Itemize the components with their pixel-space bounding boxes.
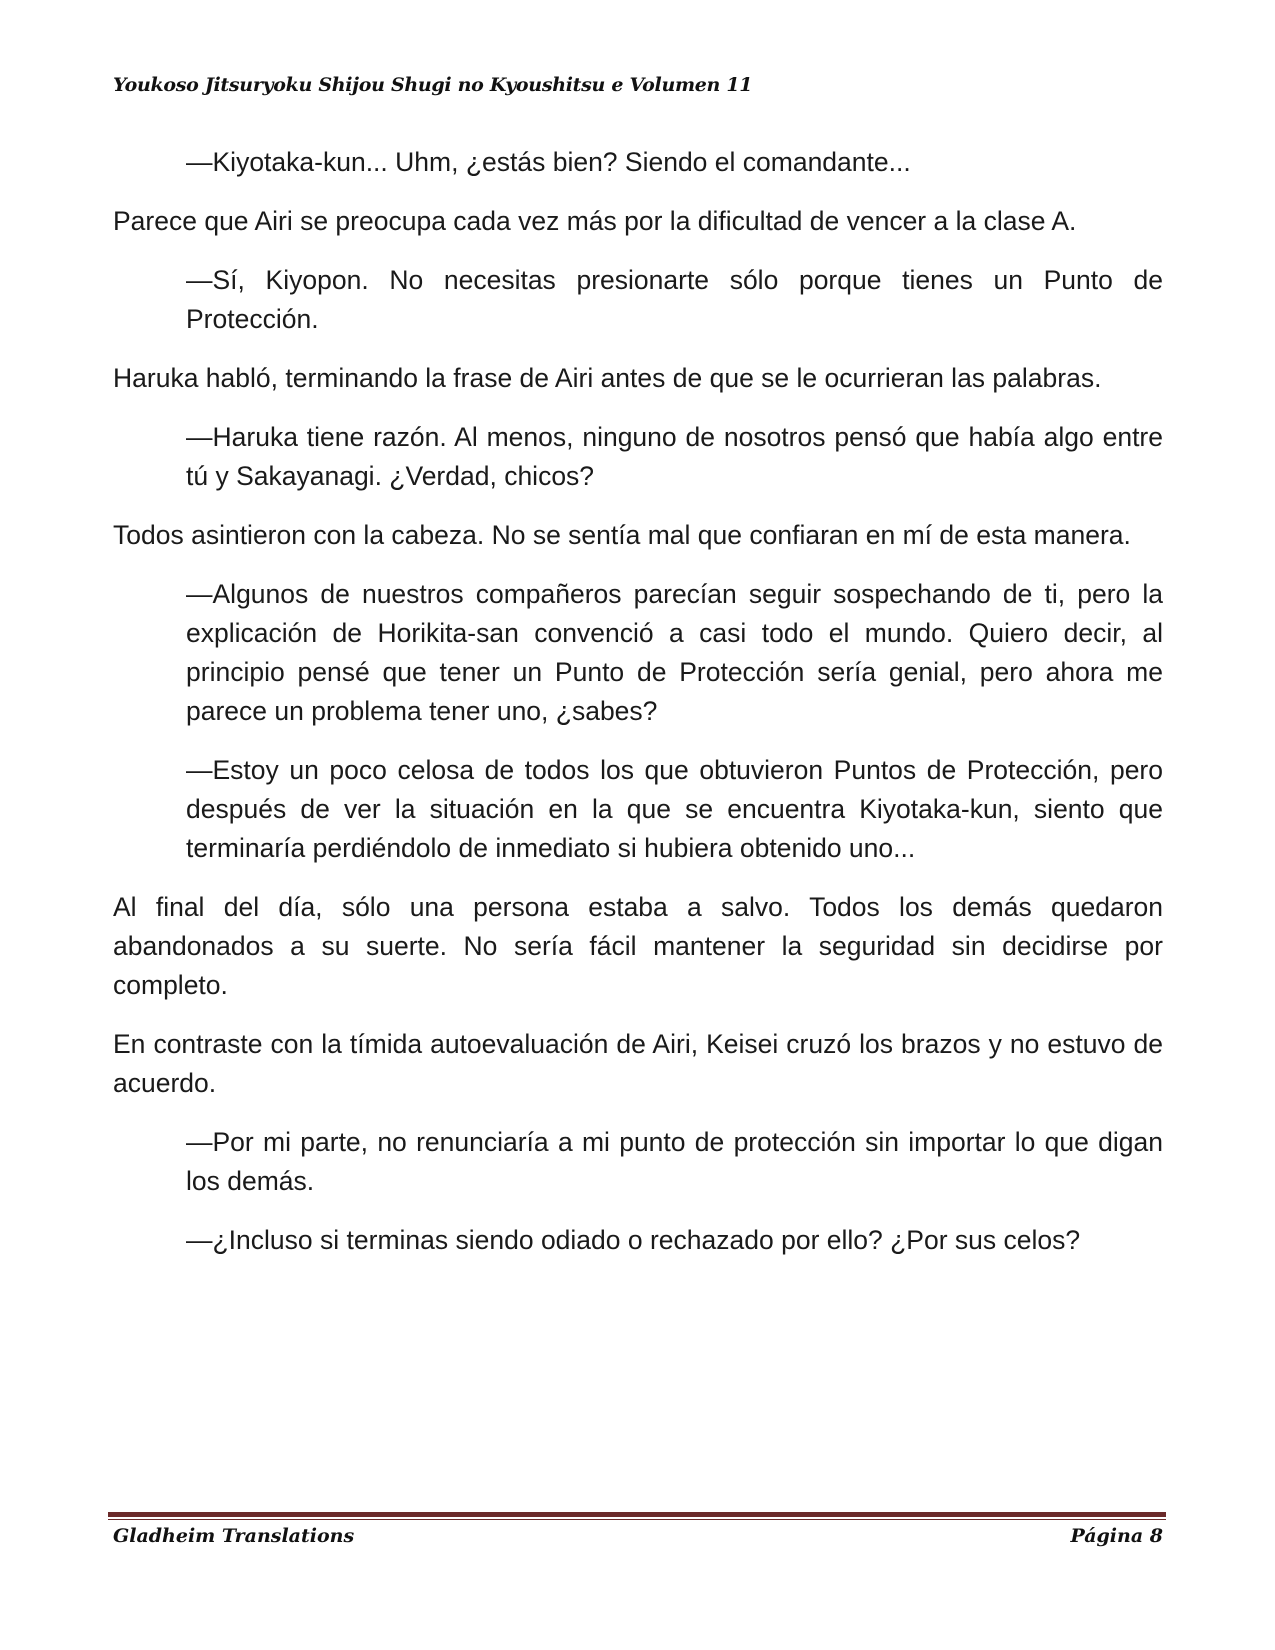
footer-divider (108, 1512, 1166, 1517)
narration-paragraph: Al final del día, sólo una persona estaba a salvo. Todos los demás quedaron abandonados a su suerte. No sería fácil mantener la seguridad sin decidirse por completo. (113, 892, 1163, 1000)
footer-divider-thin (108, 1519, 1166, 1520)
footer-translator-credit: Gladheim Translations (113, 1525, 355, 1547)
narration-paragraph: Haruka habló, terminando la frase de Airi antes de que se le ocurrieran las palabras. (113, 363, 1102, 393)
narration-paragraph: Parece que Airi se preocupa cada vez más por la dificultad de vencer a la clase A. (113, 206, 1077, 236)
dialogue-paragraph: —Haruka tiene razón. Al menos, ninguno de nosotros pensó que había algo entre tú y Sakayanagi. ¿Verdad, chicos? (186, 422, 1163, 491)
page-body (113, 143, 1163, 1280)
dialogue-paragraph: —Sí, Kiyopon. No necesitas presionarte sólo porque tienes un Punto de Protección. (186, 265, 1163, 334)
running-header-title: Youkoso Jitsuryoku Shijou Shugi no Kyoushitsu e Volumen 11 (113, 74, 753, 96)
dialogue-paragraph: —Algunos de nuestros compañeros parecían seguir sospechando de ti, pero la explicación de Horikita-san convenció a casi todo el mundo. Quiero decir, al principio pensé que tener un Punto de Protección sería genial, pero ahora me parece un problema tener uno, ¿sabes? (186, 579, 1163, 726)
dialogue-paragraph: —Por mi parte, no renunciaría a mi punto de protección sin importar lo que digan los demás. (186, 1127, 1163, 1196)
dialogue-paragraph: —Kiyotaka-kun... Uhm, ¿estás bien? Siendo el comandante... (186, 147, 911, 177)
narration-paragraph: Todos asintieron con la cabeza. No se sentía mal que confiaran en mí de esta manera. (113, 520, 1131, 550)
footer-page-number: Página 8 (1070, 1525, 1163, 1547)
narration-paragraph: En contraste con la tímida autoevaluación de Airi, Keisei cruzó los brazos y no estuvo de acuerdo. (113, 1029, 1163, 1098)
dialogue-paragraph: —Estoy un poco celosa de todos los que obtuvieron Puntos de Protección, pero después de ver la situación en la que se encuentra Kiyotaka-kun, siento que terminaría perdiéndolo de inmediato si hubiera obtenido uno... (186, 755, 1163, 863)
dialogue-paragraph: —¿Incluso si terminas siendo odiado o rechazado por ello? ¿Por sus celos? (186, 1225, 1081, 1255)
